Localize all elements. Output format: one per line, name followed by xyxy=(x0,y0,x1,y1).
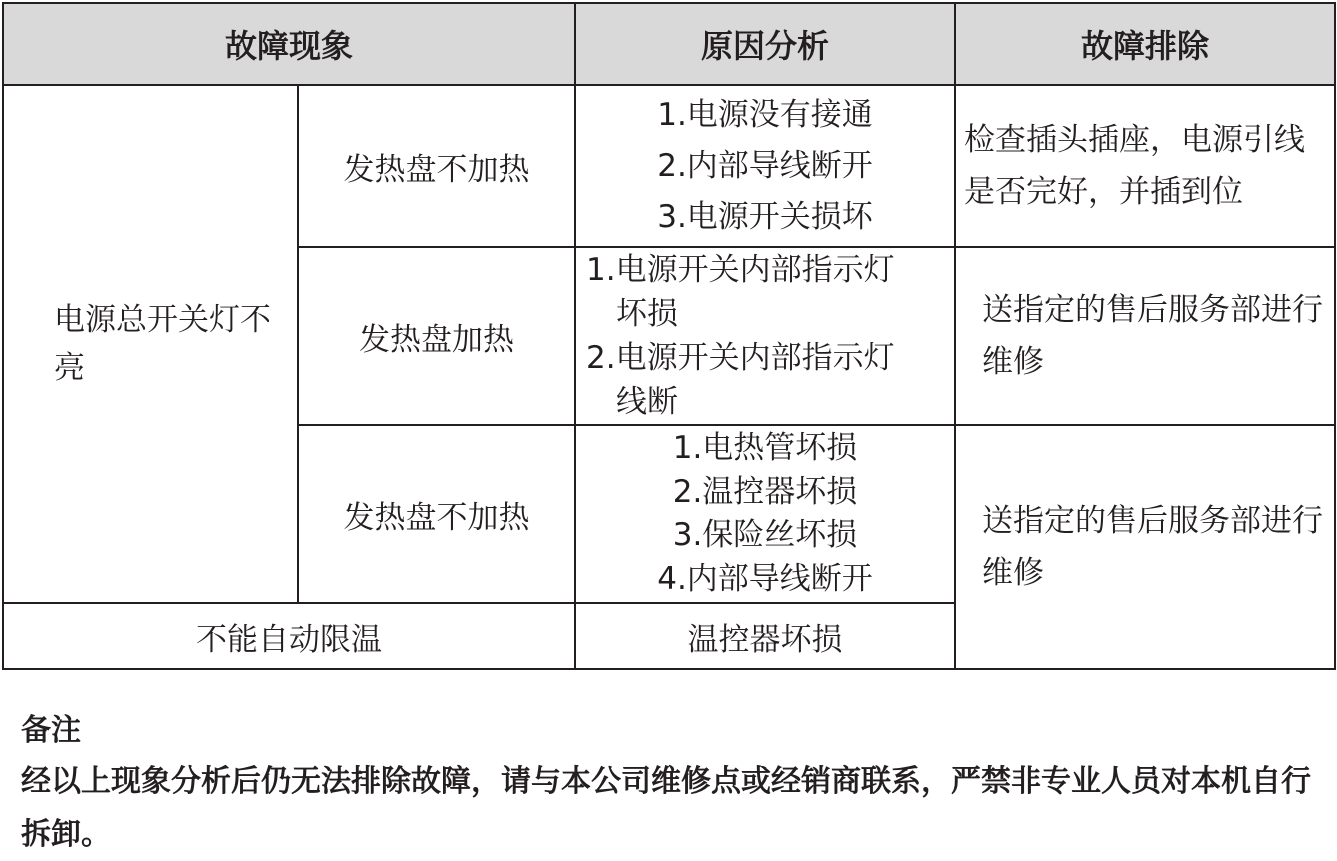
cause-item-cont: 线断 xyxy=(616,384,679,420)
cause-last: 温控器坏损 xyxy=(575,603,955,669)
cause-item: 1.电源开关内部指示灯 xyxy=(586,252,895,288)
sub-symptom: 发热盘不加热 xyxy=(298,85,575,247)
note-text: 经以上现象分析后仍无法排除故障，请与本公司维修点或经销商联系，严禁非专业人员对本机自行拆卸。 xyxy=(21,764,1311,852)
cause-item: 1.电源没有接通 xyxy=(657,96,873,133)
fix-cell: 送指定的售后服务部进行维修 xyxy=(955,247,1335,425)
symptom-main: 电源总开关灯不亮 xyxy=(3,85,298,603)
fix-cell: 检查插头插座，电源引线是否完好，并插到位 xyxy=(955,85,1335,247)
cause-cell xyxy=(575,85,955,247)
header-cause: 原因分析 xyxy=(575,3,955,85)
cause-item: 3.电源开关损坏 xyxy=(657,198,873,235)
note-title: 备注 xyxy=(21,713,81,748)
sub-symptom: 发热盘加热 xyxy=(298,247,575,425)
cause-item: 2.内部导线断开 xyxy=(657,147,873,184)
cause-item: 3.保险丝坏损 xyxy=(672,517,858,553)
symptom-last: 不能自动限温 xyxy=(3,603,575,669)
sub-symptom: 发热盘不加热 xyxy=(298,425,575,603)
header-fix: 故障排除 xyxy=(955,3,1335,85)
header-row xyxy=(3,3,1335,85)
cause-item: 2.温控器坏损 xyxy=(672,473,858,510)
cause-item: 1.电热管坏损 xyxy=(672,430,858,466)
cause-cell xyxy=(575,247,955,425)
cause-item: 4.内部导线断开 xyxy=(657,560,873,597)
table-row xyxy=(3,85,1335,247)
cause-item: 2.电源开关内部指示灯 xyxy=(586,340,895,376)
troubleshooting-table xyxy=(2,2,1336,670)
cause-item-cont: 坏损 xyxy=(616,296,679,332)
header-symptom: 故障现象 xyxy=(3,3,575,85)
fix-cell: 送指定的售后服务部进行维修 xyxy=(955,425,1335,669)
cause-cell xyxy=(575,425,955,603)
